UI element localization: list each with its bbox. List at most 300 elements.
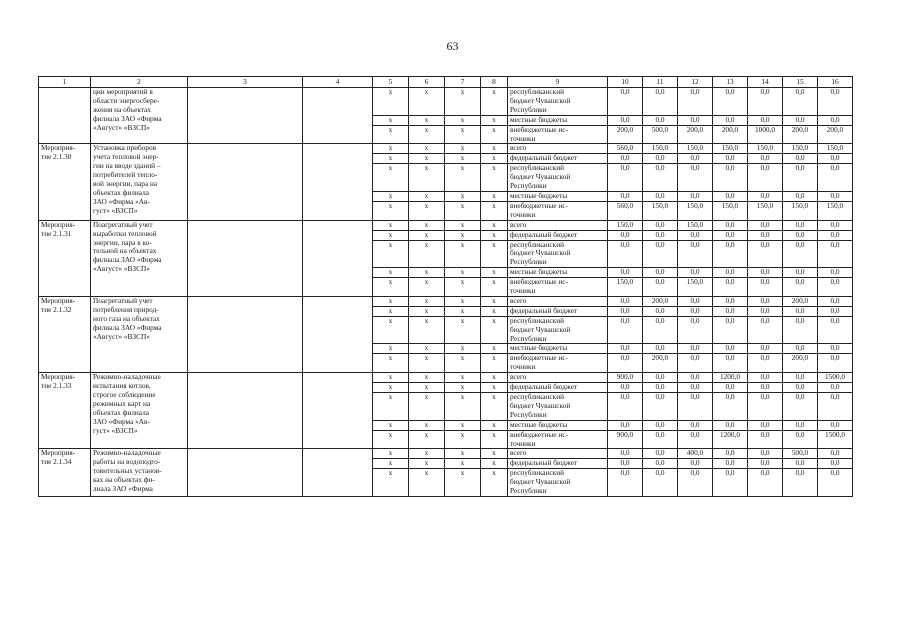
mark-cell: х <box>481 393 508 421</box>
value-cell: 0,0 <box>818 469 853 497</box>
header-cell: 11 <box>643 77 678 88</box>
value-cell: 0,0 <box>748 354 783 373</box>
mark-cell: х <box>373 393 409 421</box>
value-cell: 0,0 <box>713 268 748 278</box>
header-cell: 10 <box>608 77 643 88</box>
value-cell: 0,0 <box>608 164 643 192</box>
mark-cell: х <box>373 88 409 116</box>
value-cell: 150,0 <box>818 201 853 220</box>
value-cell: 0,0 <box>748 268 783 278</box>
mark-cell: х <box>445 344 481 354</box>
header-cell: 3 <box>188 77 303 88</box>
funding-source: республиканский бюджет Чувашской Республики <box>508 240 608 268</box>
value-cell: 0,0 <box>748 393 783 421</box>
value-cell: 1500,0 <box>818 373 853 383</box>
mark-cell: х <box>409 469 445 497</box>
value-cell: 0,0 <box>608 191 643 201</box>
mark-cell: х <box>409 201 445 220</box>
value-cell: 0,0 <box>713 230 748 240</box>
value-cell: 0,0 <box>783 154 818 164</box>
value-cell: 0,0 <box>713 154 748 164</box>
mark-cell: х <box>481 144 508 154</box>
mark-cell: х <box>373 354 409 373</box>
value-cell: 0,0 <box>643 459 678 469</box>
value-cell: 0,0 <box>713 354 748 373</box>
mark-cell: х <box>409 88 445 116</box>
value-cell: 0,0 <box>713 220 748 230</box>
value-cell: 150,0 <box>678 201 713 220</box>
value-cell: 0,0 <box>818 354 853 373</box>
header-cell: 8 <box>481 77 508 88</box>
mark-cell: х <box>409 268 445 278</box>
funding-source: республиканский бюджет Чувашской Республики <box>508 469 608 497</box>
funding-source: республиканский бюджет Чувашской Республики <box>508 164 608 192</box>
value-cell: 0,0 <box>783 220 818 230</box>
value-cell: 500,0 <box>643 125 678 144</box>
value-cell: 0,0 <box>818 306 853 316</box>
value-cell: 1000,0 <box>748 125 783 144</box>
value-cell: 0,0 <box>818 268 853 278</box>
mark-cell: х <box>409 144 445 154</box>
value-cell: 0,0 <box>678 373 713 383</box>
value-cell: 0,0 <box>678 296 713 306</box>
activity-description: Режимно-наладочные работы на водоподго- товительных установ- ках на объектах фи- лиала ЗАО «Фирма <box>91 449 188 497</box>
empty-cell-col3 <box>188 144 303 220</box>
value-cell: 0,0 <box>643 383 678 393</box>
value-cell: 0,0 <box>608 449 643 459</box>
value-cell: 0,0 <box>643 240 678 268</box>
funding-source: федеральный бюджет <box>508 459 608 469</box>
funding-source: федеральный бюджет <box>508 383 608 393</box>
activity-description: Поагрегатный учет выработки тепловой энергии, пара в ко- тельной на объектах филиала ЗАО «Фирма «Август» «ВЗСП» <box>91 220 188 296</box>
value-cell: 150,0 <box>748 144 783 154</box>
value-cell: 500,0 <box>783 449 818 459</box>
mark-cell: х <box>373 296 409 306</box>
mark-cell: х <box>409 296 445 306</box>
value-cell: 0,0 <box>608 420 643 430</box>
funding-source: федеральный бюджет <box>508 154 608 164</box>
mark-cell: х <box>481 154 508 164</box>
value-cell: 0,0 <box>713 344 748 354</box>
value-cell: 0,0 <box>678 115 713 125</box>
value-cell: 0,0 <box>748 278 783 297</box>
mark-cell: х <box>445 201 481 220</box>
mark-cell: х <box>445 316 481 344</box>
value-cell: 0,0 <box>818 449 853 459</box>
activity-code: Мероприя- тие 2.1.34 <box>39 449 91 497</box>
mark-cell: х <box>481 220 508 230</box>
value-cell: 0,0 <box>643 88 678 116</box>
mark-cell: х <box>445 449 481 459</box>
mark-cell: х <box>481 459 508 469</box>
mark-cell: х <box>373 144 409 154</box>
funding-source: республиканский бюджет Чувашской Республики <box>508 88 608 116</box>
mark-cell: х <box>445 459 481 469</box>
header-cell: 1 <box>39 77 91 88</box>
value-cell: 0,0 <box>713 469 748 497</box>
value-cell: 0,0 <box>678 420 713 430</box>
mark-cell: х <box>445 469 481 497</box>
value-cell: 0,0 <box>608 306 643 316</box>
value-cell: 0,0 <box>643 278 678 297</box>
table-row <box>39 220 853 230</box>
value-cell: 150,0 <box>748 201 783 220</box>
mark-cell: х <box>445 373 481 383</box>
value-cell: 150,0 <box>678 220 713 230</box>
value-cell: 0,0 <box>678 191 713 201</box>
value-cell: 0,0 <box>608 344 643 354</box>
value-cell: 0,0 <box>783 393 818 421</box>
value-cell: 0,0 <box>748 240 783 268</box>
value-cell: 0,0 <box>643 449 678 459</box>
mark-cell: х <box>481 88 508 116</box>
value-cell: 0,0 <box>608 383 643 393</box>
header-cell: 16 <box>818 77 853 88</box>
value-cell: 0,0 <box>608 88 643 116</box>
mark-cell: х <box>373 191 409 201</box>
mark-cell: х <box>481 125 508 144</box>
value-cell: 0,0 <box>783 230 818 240</box>
value-cell: 150,0 <box>678 144 713 154</box>
funding-source: внебюджетные ис- точники <box>508 125 608 144</box>
mark-cell: х <box>445 383 481 393</box>
empty-cell-col4 <box>303 88 373 144</box>
value-cell: 0,0 <box>748 420 783 430</box>
value-cell: 0,0 <box>678 459 713 469</box>
value-cell: 200,0 <box>608 125 643 144</box>
value-cell: 0,0 <box>678 268 713 278</box>
mark-cell: х <box>409 316 445 344</box>
mark-cell: х <box>409 354 445 373</box>
funding-source: местные бюджеты <box>508 191 608 201</box>
funding-source: местные бюджеты <box>508 268 608 278</box>
mark-cell: х <box>409 125 445 144</box>
mark-cell: х <box>373 383 409 393</box>
mark-cell: х <box>445 230 481 240</box>
activity-code: Мероприя- тие 2.1.33 <box>39 373 91 449</box>
value-cell: 0,0 <box>783 459 818 469</box>
value-cell: 0,0 <box>678 306 713 316</box>
mark-cell: х <box>373 373 409 383</box>
value-cell: 0,0 <box>608 296 643 306</box>
mark-cell: х <box>373 316 409 344</box>
empty-cell-col4 <box>303 449 373 497</box>
mark-cell: х <box>481 230 508 240</box>
value-cell: 0,0 <box>818 459 853 469</box>
header-cell: 15 <box>783 77 818 88</box>
empty-cell-col4 <box>303 144 373 220</box>
mark-cell: х <box>409 115 445 125</box>
value-cell: 200,0 <box>783 125 818 144</box>
value-cell: 150,0 <box>643 144 678 154</box>
mark-cell: х <box>445 354 481 373</box>
value-cell: 200,0 <box>678 125 713 144</box>
header-cell: 12 <box>678 77 713 88</box>
mark-cell: х <box>481 344 508 354</box>
value-cell: 0,0 <box>643 115 678 125</box>
value-cell: 0,0 <box>678 344 713 354</box>
value-cell: 0,0 <box>818 393 853 421</box>
mark-cell: х <box>445 220 481 230</box>
activity-description: ции мероприятий в области энергосбере- жения на объектах филиала ЗАО «Фирма «Август» «ВЗСП» <box>91 88 188 144</box>
value-cell: 0,0 <box>783 344 818 354</box>
funding-source: внебюджетные ис- точники <box>508 201 608 220</box>
value-cell: 1500,0 <box>818 430 853 449</box>
mark-cell: х <box>409 383 445 393</box>
value-cell: 0,0 <box>643 220 678 230</box>
value-cell: 0,0 <box>643 306 678 316</box>
value-cell: 0,0 <box>608 393 643 421</box>
mark-cell: х <box>445 164 481 192</box>
value-cell: 0,0 <box>818 220 853 230</box>
mark-cell: х <box>373 125 409 144</box>
value-cell: 0,0 <box>678 393 713 421</box>
value-cell: 150,0 <box>643 201 678 220</box>
mark-cell: х <box>481 296 508 306</box>
funding-source: всего <box>508 220 608 230</box>
mark-cell: х <box>409 230 445 240</box>
value-cell: 0,0 <box>678 154 713 164</box>
header-cell: 2 <box>91 77 188 88</box>
value-cell: 0,0 <box>643 191 678 201</box>
value-cell: 0,0 <box>818 383 853 393</box>
mark-cell: х <box>373 459 409 469</box>
mark-cell: х <box>445 268 481 278</box>
value-cell: 0,0 <box>678 164 713 192</box>
mark-cell: х <box>481 430 508 449</box>
value-cell: 0,0 <box>748 344 783 354</box>
mark-cell: х <box>409 278 445 297</box>
value-cell: 0,0 <box>783 88 818 116</box>
value-cell: 900,0 <box>608 373 643 383</box>
value-cell: 0,0 <box>608 459 643 469</box>
mark-cell: х <box>481 164 508 192</box>
funding-source: внебюджетные ис- точники <box>508 278 608 297</box>
value-cell: 0,0 <box>818 316 853 344</box>
value-cell: 0,0 <box>783 240 818 268</box>
mark-cell: х <box>373 230 409 240</box>
value-cell: 0,0 <box>713 306 748 316</box>
activity-code: Мероприя- тие 2.1.32 <box>39 296 91 372</box>
empty-cell-col3 <box>188 296 303 372</box>
value-cell: 0,0 <box>678 354 713 373</box>
mark-cell: х <box>373 420 409 430</box>
value-cell: 0,0 <box>713 115 748 125</box>
budget-table <box>38 76 853 497</box>
value-cell: 0,0 <box>748 164 783 192</box>
value-cell: 200,0 <box>818 125 853 144</box>
empty-cell-col4 <box>303 220 373 296</box>
value-cell: 0,0 <box>643 469 678 497</box>
value-cell: 0,0 <box>783 268 818 278</box>
mark-cell: х <box>445 278 481 297</box>
value-cell: 0,0 <box>608 230 643 240</box>
value-cell: 0,0 <box>678 469 713 497</box>
value-cell: 200,0 <box>783 354 818 373</box>
mark-cell: х <box>481 201 508 220</box>
funding-source: местные бюджеты <box>508 115 608 125</box>
mark-cell: х <box>445 420 481 430</box>
value-cell: 0,0 <box>748 383 783 393</box>
funding-source: местные бюджеты <box>508 420 608 430</box>
mark-cell: х <box>445 296 481 306</box>
mark-cell: х <box>481 240 508 268</box>
mark-cell: х <box>373 201 409 220</box>
funding-source: федеральный бюджет <box>508 230 608 240</box>
value-cell: 0,0 <box>748 449 783 459</box>
activity-description: Режимно-наладочные испытания котлов, строгое соблюдение режимных карт на объектах филиала ЗАО «Фирма «Ав- густ» «ВЗСП» <box>91 373 188 449</box>
mark-cell: х <box>409 420 445 430</box>
value-cell: 0,0 <box>643 420 678 430</box>
value-cell: 0,0 <box>713 164 748 192</box>
value-cell: 0,0 <box>783 164 818 192</box>
mark-cell: х <box>409 459 445 469</box>
mark-cell: х <box>373 220 409 230</box>
mark-cell: х <box>445 144 481 154</box>
value-cell: 150,0 <box>783 201 818 220</box>
mark-cell: х <box>409 154 445 164</box>
value-cell: 0,0 <box>748 115 783 125</box>
value-cell: 0,0 <box>748 430 783 449</box>
funding-source: всего <box>508 373 608 383</box>
value-cell: 0,0 <box>818 420 853 430</box>
header-row <box>39 77 853 88</box>
activity-description: Установка приборов учета тепловой энер- гии на вводе зданий – потребителей тепло- вой энергии, пара на объектах филиала ЗАО «Фирма «Ав- густ» «ВЗСП» <box>91 144 188 220</box>
value-cell: 0,0 <box>783 316 818 344</box>
mark-cell: х <box>409 430 445 449</box>
value-cell: 150,0 <box>713 144 748 154</box>
value-cell: 0,0 <box>643 230 678 240</box>
value-cell: 0,0 <box>608 240 643 268</box>
value-cell: 0,0 <box>783 306 818 316</box>
mark-cell: х <box>409 240 445 268</box>
value-cell: 0,0 <box>748 316 783 344</box>
mark-cell: х <box>409 373 445 383</box>
table-row <box>39 88 853 116</box>
value-cell: 0,0 <box>818 240 853 268</box>
value-cell: 0,0 <box>748 230 783 240</box>
header-cell: 7 <box>445 77 481 88</box>
value-cell: 0,0 <box>643 316 678 344</box>
funding-source: всего <box>508 144 608 154</box>
table-row <box>39 296 853 306</box>
mark-cell: х <box>445 125 481 144</box>
header-cell: 14 <box>748 77 783 88</box>
value-cell: 0,0 <box>748 191 783 201</box>
funding-source: всего <box>508 296 608 306</box>
value-cell: 0,0 <box>713 393 748 421</box>
funding-source: внебюджетные ис- точники <box>508 430 608 449</box>
value-cell: 0,0 <box>643 154 678 164</box>
value-cell: 0,0 <box>608 268 643 278</box>
mark-cell: х <box>373 278 409 297</box>
mark-cell: х <box>481 316 508 344</box>
empty-cell-col3 <box>188 220 303 296</box>
mark-cell: х <box>481 268 508 278</box>
value-cell: 0,0 <box>783 278 818 297</box>
funding-source: внебюджетные ис- точники <box>508 354 608 373</box>
value-cell: 0,0 <box>608 154 643 164</box>
value-cell: 0,0 <box>818 278 853 297</box>
mark-cell: х <box>445 154 481 164</box>
mark-cell: х <box>481 373 508 383</box>
value-cell: 0,0 <box>643 393 678 421</box>
funding-source: местные бюджеты <box>508 344 608 354</box>
value-cell: 0,0 <box>783 115 818 125</box>
value-cell: 0,0 <box>608 469 643 497</box>
mark-cell: х <box>445 430 481 449</box>
value-cell: 200,0 <box>643 296 678 306</box>
value-cell: 0,0 <box>643 164 678 192</box>
value-cell: 0,0 <box>643 268 678 278</box>
value-cell: 0,0 <box>748 469 783 497</box>
value-cell: 0,0 <box>713 296 748 306</box>
value-cell: 0,0 <box>783 373 818 383</box>
value-cell: 0,0 <box>818 154 853 164</box>
value-cell: 900,0 <box>608 430 643 449</box>
activity-code: Мероприя- тие 2.1.30 <box>39 144 91 220</box>
value-cell: 0,0 <box>748 88 783 116</box>
value-cell: 0,0 <box>678 240 713 268</box>
mark-cell: х <box>373 449 409 459</box>
value-cell: 0,0 <box>713 459 748 469</box>
mark-cell: х <box>373 115 409 125</box>
value-cell: 0,0 <box>643 373 678 383</box>
value-cell: 0,0 <box>748 373 783 383</box>
value-cell: 0,0 <box>748 459 783 469</box>
mark-cell: х <box>481 278 508 297</box>
value-cell: 0,0 <box>643 430 678 449</box>
mark-cell: х <box>373 430 409 449</box>
value-cell: 0,0 <box>713 240 748 268</box>
value-cell: 0,0 <box>713 278 748 297</box>
table-row <box>39 373 853 383</box>
value-cell: 0,0 <box>748 220 783 230</box>
header-cell: 4 <box>303 77 373 88</box>
mark-cell: х <box>409 306 445 316</box>
header-cell: 9 <box>508 77 608 88</box>
activity-code <box>39 88 91 144</box>
header-cell: 13 <box>713 77 748 88</box>
value-cell: 0,0 <box>783 469 818 497</box>
value-cell: 0,0 <box>748 296 783 306</box>
value-cell: 0,0 <box>818 344 853 354</box>
value-cell: 0,0 <box>713 191 748 201</box>
mark-cell: х <box>445 306 481 316</box>
value-cell: 0,0 <box>678 383 713 393</box>
value-cell: 0,0 <box>608 115 643 125</box>
value-cell: 0,0 <box>818 164 853 192</box>
mark-cell: х <box>481 306 508 316</box>
mark-cell: х <box>481 383 508 393</box>
value-cell: 200,0 <box>783 296 818 306</box>
funding-source: всего <box>508 449 608 459</box>
mark-cell: х <box>409 164 445 192</box>
value-cell: 0,0 <box>783 430 818 449</box>
mark-cell: х <box>409 393 445 421</box>
activity-description: Поагрегатный учет потребления природ- ного газа на объектах филиала ЗАО «Фирма «Август» «ВЗСП» <box>91 296 188 372</box>
value-cell: 0,0 <box>783 191 818 201</box>
activity-code: Мероприя- тие 2.1.31 <box>39 220 91 296</box>
value-cell: 400,0 <box>678 449 713 459</box>
value-cell: 0,0 <box>713 316 748 344</box>
mark-cell: х <box>481 115 508 125</box>
empty-cell-col3 <box>188 88 303 144</box>
value-cell: 150,0 <box>783 144 818 154</box>
mark-cell: х <box>445 191 481 201</box>
value-cell: 0,0 <box>818 88 853 116</box>
value-cell: 200,0 <box>643 354 678 373</box>
